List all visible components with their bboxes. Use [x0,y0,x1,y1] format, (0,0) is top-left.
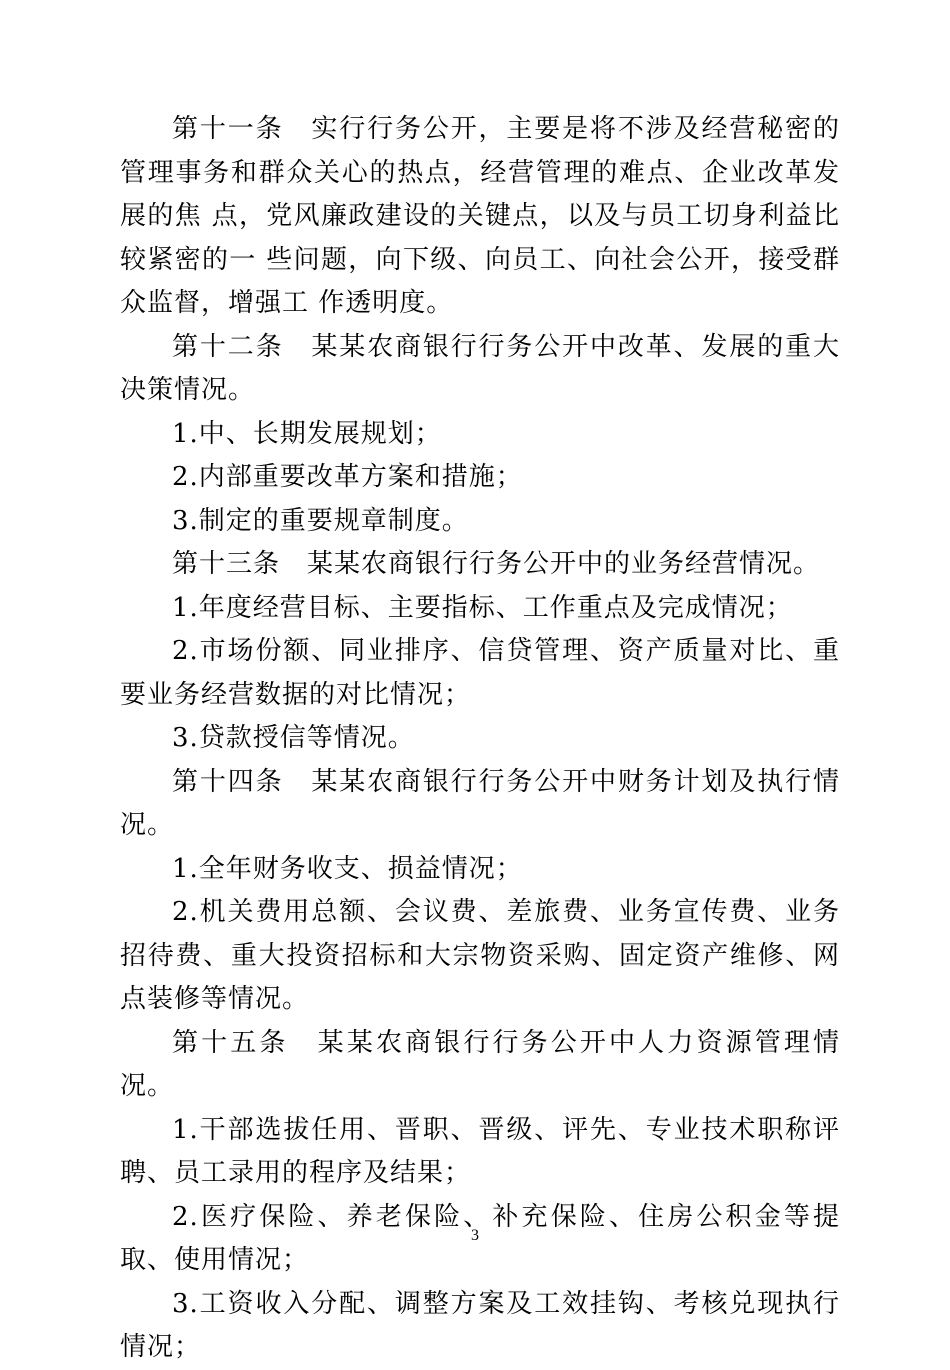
article-14-item-2: 2.机关费用总额、会议费、差旅费、业务宣传费、业务招待费、重大投资招标和大宗物资采购、固定资产维修、网点装修等情况。 [120,897,840,1014]
article-13-paragraph: 第十三条 某某农商银行行务公开中的业务经营情况。 [172,549,821,579]
article-15-item-2: 2.医疗保险、养老保险、补充保险、住房公积金等提取、使用情况； [120,1201,840,1275]
article-15-paragraph: 第十五条 某某农商银行行务公开中人力资源管理情况。 [120,1027,840,1101]
article-15-item-1: 1.干部选拔任用、晋职、晋级、评先、专业技术职称评聘、员工录用的程序及结果； [120,1114,840,1188]
article-15-item-3: 3.工资收入分配、调整方案及工效挂钩、考核兑现执行情况； [120,1288,840,1362]
article-12-item-2: 2.内部重要改革方案和措施； [172,462,523,492]
article-13-item-2: 2.市场份额、同业排序、信贷管理、资产质量对比、重要业务经营数据的对比情况； [120,636,840,710]
article-14-item-1: 1.全年财务收支、损益情况； [172,853,523,884]
article-13-item-3: 3.贷款授信等情况。 [172,723,415,753]
document-body [120,108,840,1370]
article-12-paragraph: 第十二条 某某农商银行行务公开中改革、发展的重大决策情况。 [120,331,840,405]
article-14-paragraph: 第十四条 某某农商银行行务公开中财务计划及执行情况。 [120,766,840,840]
article-13-item-1: 1.年度经营目标、主要指标、工作重点及完成情况； [172,592,793,623]
page-number: 3 [471,1227,479,1244]
article-12-item-3: 3.制定的重要规章制度。 [172,505,469,536]
article-11-paragraph: 第十一条 实行行务公开，主要是将不涉及经营秘密的管理事务和群众关心的热点，经营管理的难点、企业改革发展的焦 点，党风廉政建设的关键点，以及与员工切身利益比较紧密的一 些问题，向下级、向员工、向社会公开，接受群众监督，增强工 作透明度。 [120,114,840,318]
article-12-item-1: 1.中、长期发展规划； [172,418,442,449]
